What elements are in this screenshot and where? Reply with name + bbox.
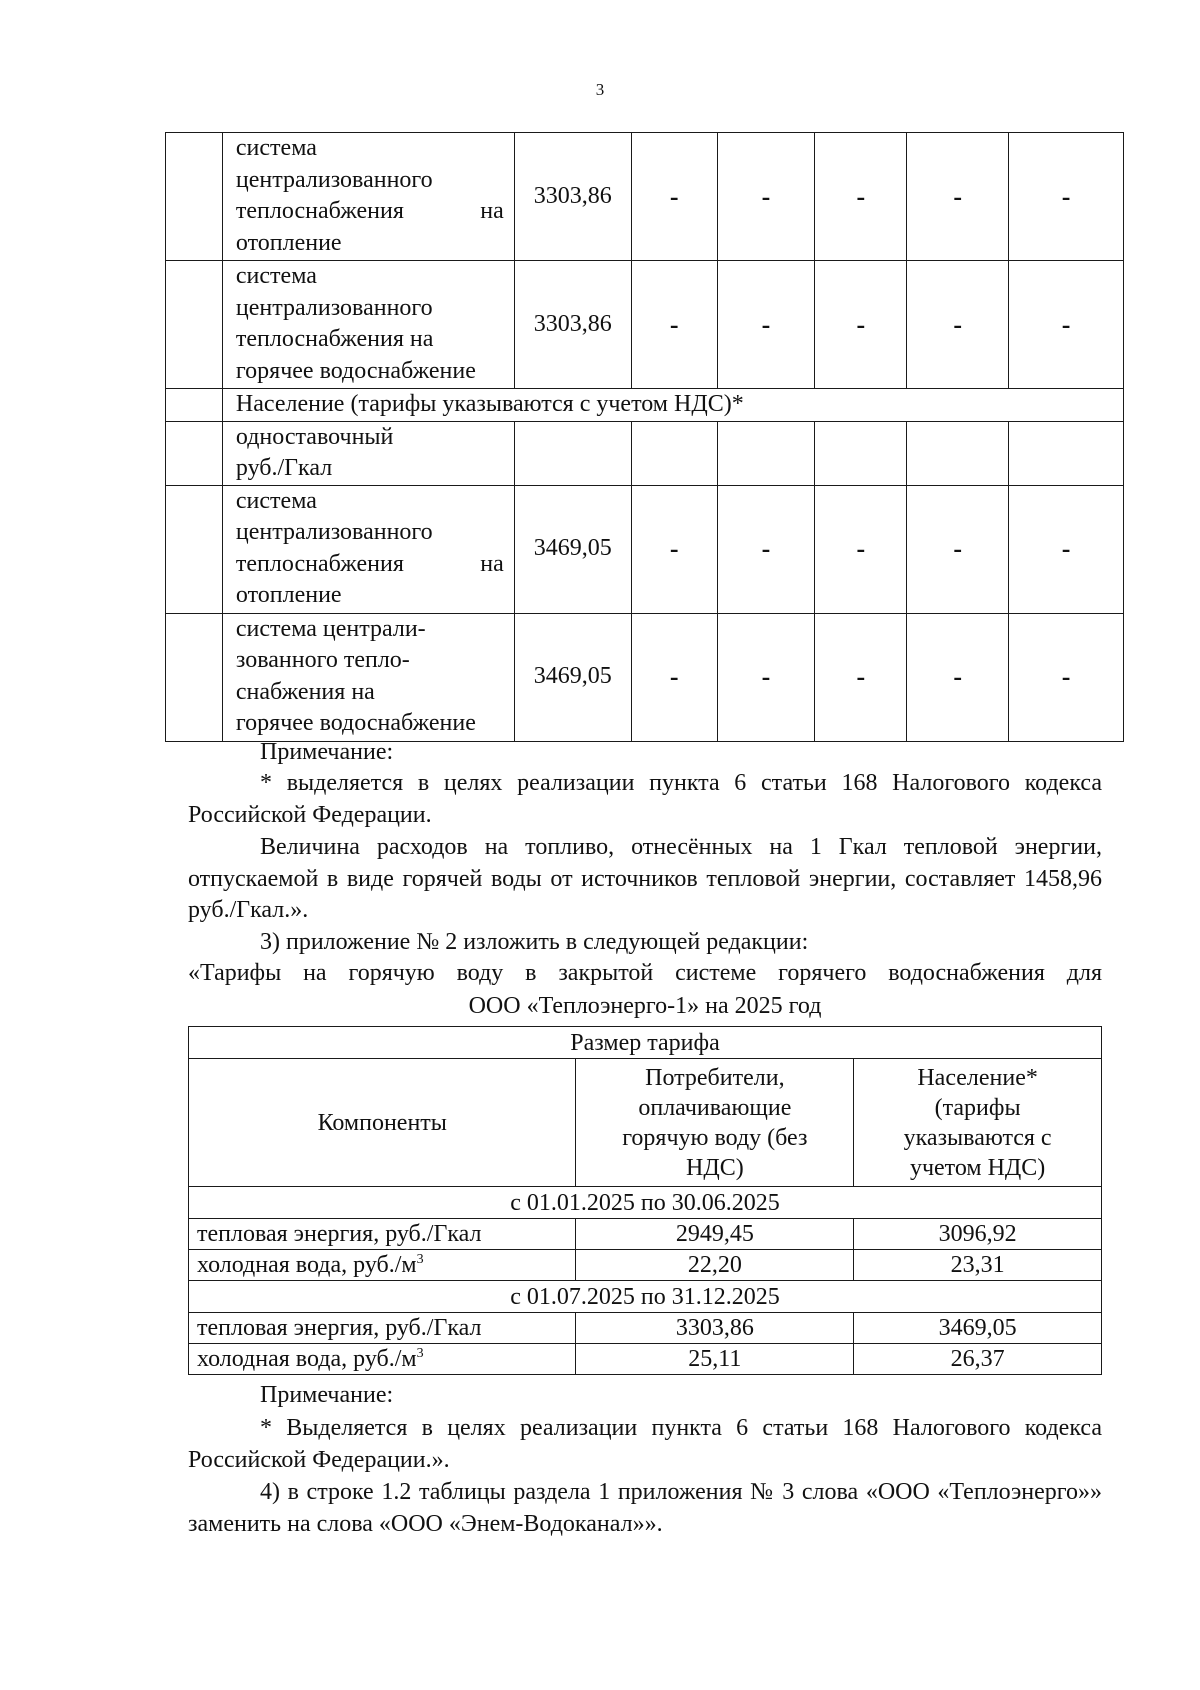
table-row	[189, 1219, 1102, 1250]
tariff-size-header: Размер тарифа	[189, 1027, 1102, 1059]
table-section-row	[166, 389, 1124, 422]
table-cell-dash: -	[1009, 613, 1124, 741]
period-row	[189, 1281, 1102, 1313]
component-label: тепловая энергия, руб./Гкал	[189, 1219, 576, 1250]
consumers-value: 2949,45	[576, 1219, 854, 1250]
table-cell-dash: -	[907, 133, 1009, 261]
period-label: с 01.01.2025 по 30.06.2025	[189, 1187, 1102, 1219]
table-cell-dash: -	[1009, 133, 1124, 261]
table-cell-empty	[166, 421, 223, 485]
table-cell-dash: -	[631, 613, 717, 741]
table-row	[166, 421, 1124, 485]
table-cell-empty	[514, 421, 631, 485]
population-value: 23,31	[854, 1250, 1102, 1281]
header-line: Потребители,	[645, 1064, 785, 1091]
fuel-cost-paragraph: Величина расходов на топливо, отнесённых на 1 Гкал тепловой энергии, отпускаемой в виде горячей воды от источников тепловой энергии, составляет 1458,96 руб./Гкал.».	[188, 834, 1102, 923]
table-cell-empty	[166, 261, 223, 389]
table-cell-dash: -	[907, 613, 1009, 741]
header-line: Население*	[917, 1064, 1038, 1091]
table-header-row	[189, 1059, 1102, 1187]
table-cell-dash: -	[717, 485, 815, 613]
table-cell-empty	[1009, 421, 1124, 485]
table-cell-dash: -	[717, 261, 815, 389]
table-cell-dash: -	[907, 261, 1009, 389]
header-line: указываются с	[903, 1124, 1052, 1151]
table-cell-value: 3303,86	[514, 261, 631, 389]
consumers-value: 25,11	[576, 1344, 854, 1375]
table-cell-dash: -	[907, 485, 1009, 613]
page-number: 3	[595, 80, 605, 99]
population-value: 3096,92	[854, 1219, 1102, 1250]
period-row	[189, 1187, 1102, 1219]
table-cell-dash: -	[815, 261, 907, 389]
component-label	[189, 1344, 576, 1375]
unit-superscript: 3	[416, 1346, 424, 1361]
section-label: Население (тарифы указываются с учетом НДС)*	[222, 389, 1123, 422]
header-line: горячую воду (без	[622, 1124, 808, 1151]
column-header-consumers	[576, 1059, 854, 1187]
name-line: система	[235, 487, 317, 514]
name-line: отопление	[235, 229, 342, 256]
name-line: централизованного	[235, 294, 433, 321]
hot-water-tariff-table	[188, 1026, 1102, 1375]
name-line: отопление	[235, 582, 342, 608]
name-line: централизованного	[235, 166, 433, 193]
table-cell-dash: -	[717, 133, 815, 261]
table-cell-dash: -	[815, 485, 907, 613]
name-line: централизованного	[235, 519, 433, 545]
table-cell-empty	[717, 421, 815, 485]
note-text: * выделяется в целях реализации пункта 6 статьи 168 Налогового кодекса Российской Федерации.	[188, 770, 1102, 828]
header-line: учетом НДС)	[909, 1154, 1046, 1181]
amendment-item-3: 3) приложение № 2 изложить в следующей редакции:	[260, 929, 809, 955]
population-value: 3469,05	[854, 1313, 1102, 1344]
table-header-row	[189, 1027, 1102, 1059]
note-heading: Примечание:	[260, 1382, 394, 1408]
note-heading: Примечание:	[260, 739, 394, 765]
table-cell-name	[222, 133, 514, 261]
name-line: теплоснабжения на	[235, 550, 504, 577]
table-cell-empty	[166, 485, 223, 613]
table-cell-dash: -	[717, 613, 815, 741]
table-cell-empty	[907, 421, 1009, 485]
period-label: с 01.07.2025 по 31.12.2025	[189, 1281, 1102, 1313]
column-header-components: Компоненты	[189, 1059, 576, 1187]
table-cell-value: 3469,05	[514, 485, 631, 613]
table-cell-dash: -	[1009, 261, 1124, 389]
name-line: горячее водоснабжение	[235, 710, 476, 736]
name-line: одноставочный	[235, 423, 394, 450]
table-cell-value: 3303,86	[514, 133, 631, 261]
consumers-value: 3303,86	[576, 1313, 854, 1344]
table-cell-empty	[166, 389, 223, 422]
header-line: НДС)	[685, 1154, 744, 1181]
consumers-value: 22,20	[576, 1250, 854, 1281]
table-cell-dash: -	[1009, 485, 1124, 613]
name-line: система централи-	[235, 615, 426, 642]
tariff-table-continuation	[165, 132, 1124, 742]
amendment-item-4: 4) в строке 1.2 таблицы раздела 1 приложения № 3 слова «ООО «Теплоэнерго»» заменить на слова «ООО «Энем-Водоканал»».	[188, 1479, 1102, 1537]
table-title-line-1: «Тарифы на горячую воду в закрытой системе горячего водоснабжения для	[188, 960, 1102, 986]
table-cell-name	[222, 485, 514, 613]
name-line: снабжения на	[235, 678, 375, 705]
table-cell-empty	[166, 133, 223, 261]
note-text: * Выделяется в целях реализации пункта 6 статьи 168 Налогового кодекса Российской Федерации.».	[188, 1415, 1102, 1473]
table-row	[166, 613, 1124, 741]
table-cell-name	[222, 613, 514, 741]
table-row	[189, 1313, 1102, 1344]
table-cell-value: 3469,05	[514, 613, 631, 741]
table-title-line-2: ООО «Теплоэнерго-1» на 2025 год	[468, 993, 822, 1019]
table-cell-dash: -	[631, 133, 717, 261]
table-cell-dash: -	[631, 485, 717, 613]
header-line: (тарифы	[934, 1094, 1021, 1121]
table-row	[189, 1250, 1102, 1281]
table-cell-empty	[815, 421, 907, 485]
column-header-population	[854, 1059, 1102, 1187]
table-row	[166, 485, 1124, 613]
table-cell-dash: -	[815, 133, 907, 261]
name-line: зованного тепло-	[235, 647, 410, 673]
table-row	[166, 133, 1124, 261]
table-cell-dash: -	[815, 613, 907, 741]
component-text: холодная вода, руб./м	[197, 1346, 417, 1372]
table-cell-name	[222, 421, 514, 485]
table-row	[166, 261, 1124, 389]
header-line: оплачивающие	[638, 1094, 792, 1121]
unit-superscript: 3	[416, 1252, 424, 1267]
table-cell-empty	[631, 421, 717, 485]
table-row	[189, 1344, 1102, 1375]
name-line: руб./Гкал	[235, 455, 333, 481]
table-cell-dash: -	[631, 261, 717, 389]
name-line: система	[235, 135, 317, 161]
population-value: 26,37	[854, 1344, 1102, 1375]
component-text: холодная вода, руб./м	[197, 1252, 417, 1278]
name-line: теплоснабжения на	[235, 326, 434, 352]
table-cell-empty	[166, 613, 223, 741]
component-label	[189, 1250, 576, 1281]
table-cell-name	[222, 261, 514, 389]
name-line: теплоснабжения на	[235, 198, 504, 224]
name-line: система	[235, 263, 317, 289]
component-label: тепловая энергия, руб./Гкал	[189, 1313, 576, 1344]
name-line: горячее водоснабжение	[235, 357, 476, 384]
